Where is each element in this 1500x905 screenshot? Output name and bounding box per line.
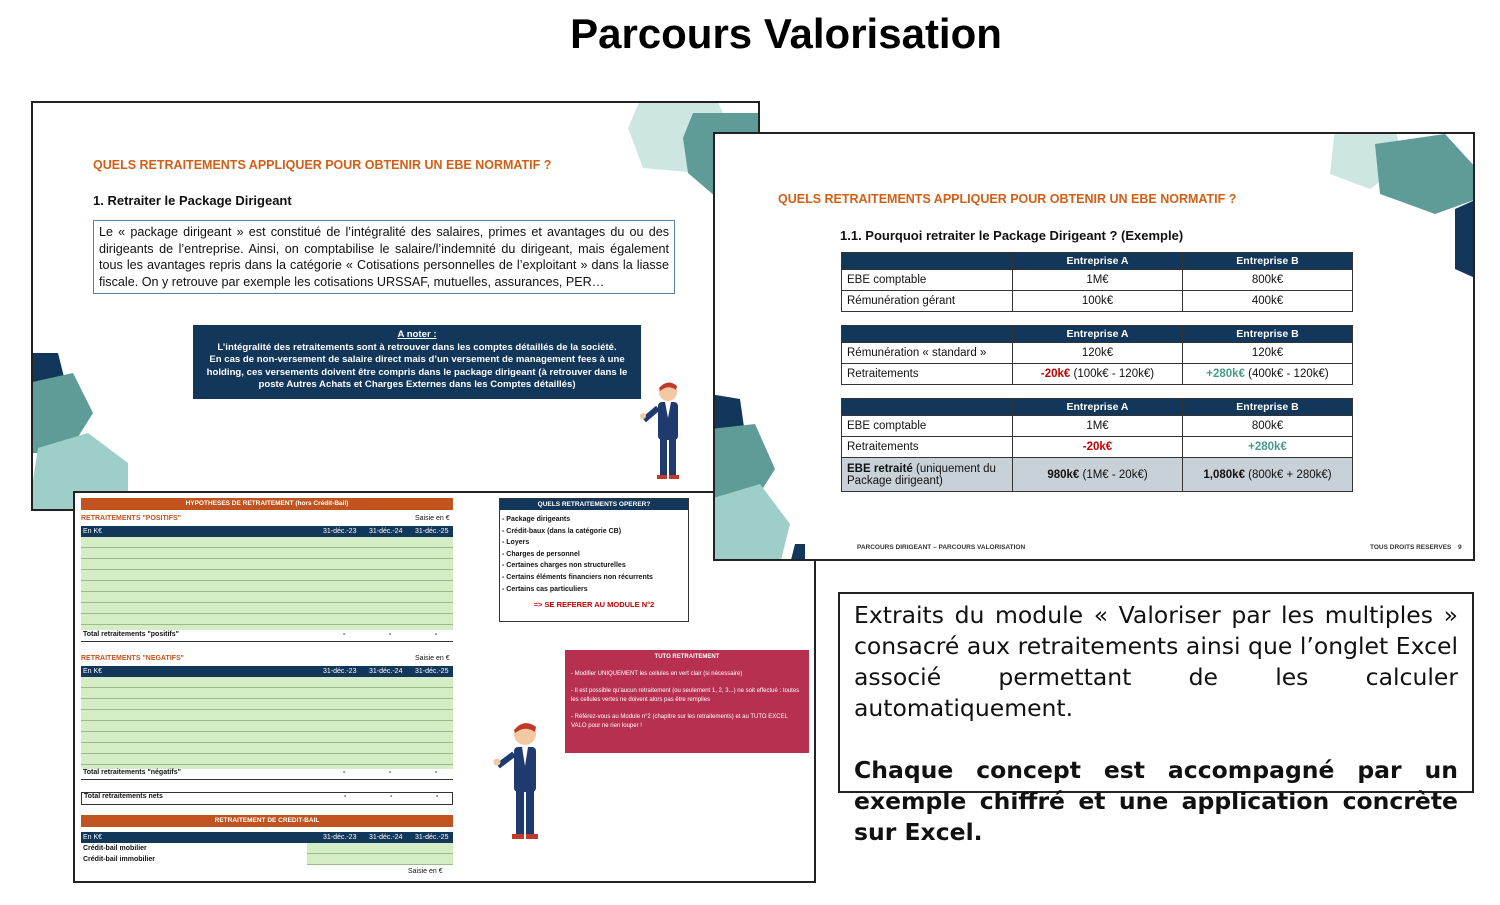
date-col: 31-déc.-25 <box>415 834 449 841</box>
page-number: 9 <box>1458 544 1462 551</box>
column-header: Entreprise A <box>1013 399 1183 416</box>
list-item: - Loyers <box>502 539 530 547</box>
list-item: - Certaines charges non structurelles <box>502 562 626 570</box>
definition-text: Le « package dirigeant » est constitué de l’intégralité des salaires, primes et avantages du ou des dirigeants de l’entreprise. Ainsi, on comptabilise le salaire/l’indemnité du dirigeant, mais également tous les avantages repris dans la catégorie « Cotisations personnelles de l’exploitant » dans la liasse fiscale. On y retrouve par exemple les cotisations URSSAF, mutuelles, assurances, PER… <box>93 220 675 294</box>
date-col: 31-déc.-23 <box>323 668 357 675</box>
date-header-row <box>81 526 453 537</box>
excel-retraitements-sheet <box>73 491 816 883</box>
date-col: 31-déc.-23 <box>323 528 357 535</box>
table-row: Retraitements -20k€ (100k€ - 120k€) +280k€ (400k€ - 120k€) <box>842 364 1353 385</box>
input-cells-credit-bail[interactable] <box>307 843 453 865</box>
value: - <box>344 793 347 800</box>
description-box <box>838 592 1474 846</box>
tuto-item: - Référez-vous au Module n°2 (chapitre sur les retraitements) et au TUTO EXCEL VALO pour ne rien louper ! <box>571 714 788 729</box>
value: - <box>389 631 392 638</box>
column-header: Entreprise A <box>1013 326 1183 343</box>
saisie-label: Saisie en € <box>415 655 450 662</box>
negative-label: RETRAITEMENTS "NEGATIFS" <box>81 655 184 662</box>
table-row: EBE comptable 1M€ 800k€ <box>842 270 1353 291</box>
note-line: En cas de non-versement de salaire direct mais d’un versement de management fees à une holding, ces versements doivent être compris dans le package dirigeant (à retrouver dans le poste Autres Achats et Charges Externes dans les Comptes détaillés) <box>206 354 628 391</box>
tuto-item: - Modifier UNIQUEMENT les cellules en vert clair (si nécessaire) <box>571 671 743 677</box>
list-item: - Crédit-baux (dans la catégorie CB) <box>502 527 622 535</box>
unit-label: En K€ <box>83 528 103 535</box>
note-box <box>193 325 641 399</box>
value: - <box>435 631 438 638</box>
tuto-box <box>565 650 809 753</box>
value: - <box>343 631 346 638</box>
table-row: EBE retraité (uniquement du Package dirigeant) 980k€ (1M€ - 20k€) 1,080k€ (800k€ + 280k€) <box>842 458 1353 492</box>
table-retraitements <box>841 325 1353 385</box>
list-item: - Certains cas particuliers <box>502 585 588 593</box>
slide-heading: QUELS RETRAITEMENTS APPLIQUER POUR OBTENIR UN EBE NORMATIF ? <box>93 158 552 172</box>
note-line: L’intégralité des retraitements sont à retrouver dans les comptes détaillés de la société. <box>217 341 617 353</box>
date-col: 31-déc.-24 <box>369 834 403 841</box>
table-ebe-remuneration <box>841 252 1353 312</box>
tuto-header: TUTO RETRAITEMENT <box>654 654 720 660</box>
hexagon-decoration <box>31 353 138 511</box>
list-item: - Certains éléments financiers non récurrents <box>502 573 653 581</box>
total-label: Total retraitements nets <box>84 793 163 800</box>
value: - <box>389 769 392 776</box>
positive-label: RETRAITEMENTS "POSITIFS" <box>81 515 181 522</box>
date-col: 31-déc.-24 <box>369 668 403 675</box>
slide-package-dirigeant <box>31 101 760 511</box>
date-col: 31-déc.-24 <box>369 528 403 535</box>
list-item: - Charges de personnel <box>502 550 580 558</box>
table-row: Rémunération gérant 100k€ 400k€ <box>842 291 1353 312</box>
module-reference: => SE REFERER AU MODULE N°2 <box>533 600 655 610</box>
unit-label: En K€ <box>83 668 103 675</box>
note-title: A noter : <box>397 329 437 340</box>
credit-bail-header: RETRAITEMENT DE CREDIT-BAIL <box>81 815 453 827</box>
column-header: Entreprise B <box>1183 253 1353 270</box>
unit-label: En K€ <box>83 834 103 841</box>
total-negative-row <box>81 769 453 780</box>
footer-left: PARCOURS DIRIGEANT – PARCOURS VALORISATION <box>857 544 1026 551</box>
column-header: Entreprise B <box>1183 399 1353 416</box>
slide-subheading: 1.1. Pourquoi retraiter le Package Dirigeant ? (Exemple) <box>840 228 1184 243</box>
businessman-illustration <box>638 378 693 483</box>
description-text: Extraits du module « Valoriser par les multiples » consacré aux retraitements ainsi que l’onglet Excel associé permettant de les calculer automatiquement. <box>854 601 1458 722</box>
footer-right: TOUS DROITS RESERVES <box>1370 544 1452 551</box>
table-row: Rémunération « standard » 120k€ 120k€ <box>842 343 1353 364</box>
hexagon-decoration <box>713 394 810 561</box>
credit-bail-row: Crédit-bail mobilier <box>83 845 147 852</box>
page-title: Parcours Valorisation <box>570 10 1002 57</box>
saisie-label: Saisie en € <box>415 515 450 522</box>
input-cells-positive[interactable] <box>81 537 453 630</box>
retraitements-list-box <box>499 498 689 622</box>
column-header: Entreprise B <box>1183 326 1353 343</box>
list-item: - Package dirigeants <box>502 516 571 523</box>
total-nets-row <box>81 792 453 805</box>
businessman-illustration <box>490 718 550 843</box>
table-row: Retraitements -20k€ +280k€ <box>842 437 1353 458</box>
slide-package-example <box>713 132 1475 561</box>
description-highlight: Chaque concept est accompagné par un exemple chiffré et une application concrète sur Excel. <box>854 756 1458 846</box>
value: - <box>343 769 346 776</box>
slide-heading: QUELS RETRAITEMENTS APPLIQUER POUR OBTENIR UN EBE NORMATIF ? <box>778 192 1237 206</box>
date-header-row <box>81 666 453 677</box>
date-header-row <box>81 832 453 843</box>
value: - <box>435 769 438 776</box>
value: - <box>436 793 439 800</box>
slide-subheading: 1. Retraiter le Package Dirigeant <box>93 193 292 208</box>
date-col: 31-déc.-23 <box>323 834 357 841</box>
input-cells-negative[interactable] <box>81 677 453 769</box>
total-positive-row <box>81 631 453 642</box>
date-col: 31-déc.-25 <box>415 528 449 535</box>
table-ebe-retraite <box>841 398 1353 492</box>
list-header: QUELS RETRAITEMENTS OPERER? <box>500 499 688 510</box>
tuto-item: - Il est possible qu'aucun retraitement (ou seulement 1, 2, 3...) ne soit effectué : toutes les cellules vertes ne doivent alors pas être remplies <box>571 688 800 703</box>
saisie-label: Saisie en € <box>408 868 443 875</box>
date-col: 31-déc.-25 <box>415 668 449 675</box>
credit-bail-row: Crédit-bail immobilier <box>83 856 155 863</box>
column-header: Entreprise A <box>1013 253 1183 270</box>
total-label: Total retraitements "positifs" <box>83 631 179 638</box>
hypotheses-header: HYPOTHESES DE RETRAITEMENT (hors Crédit-Bail) <box>81 498 453 510</box>
value: - <box>390 793 393 800</box>
total-label: Total retraitements "négatifs" <box>83 769 181 776</box>
table-row: EBE comptable 1M€ 800k€ <box>842 416 1353 437</box>
